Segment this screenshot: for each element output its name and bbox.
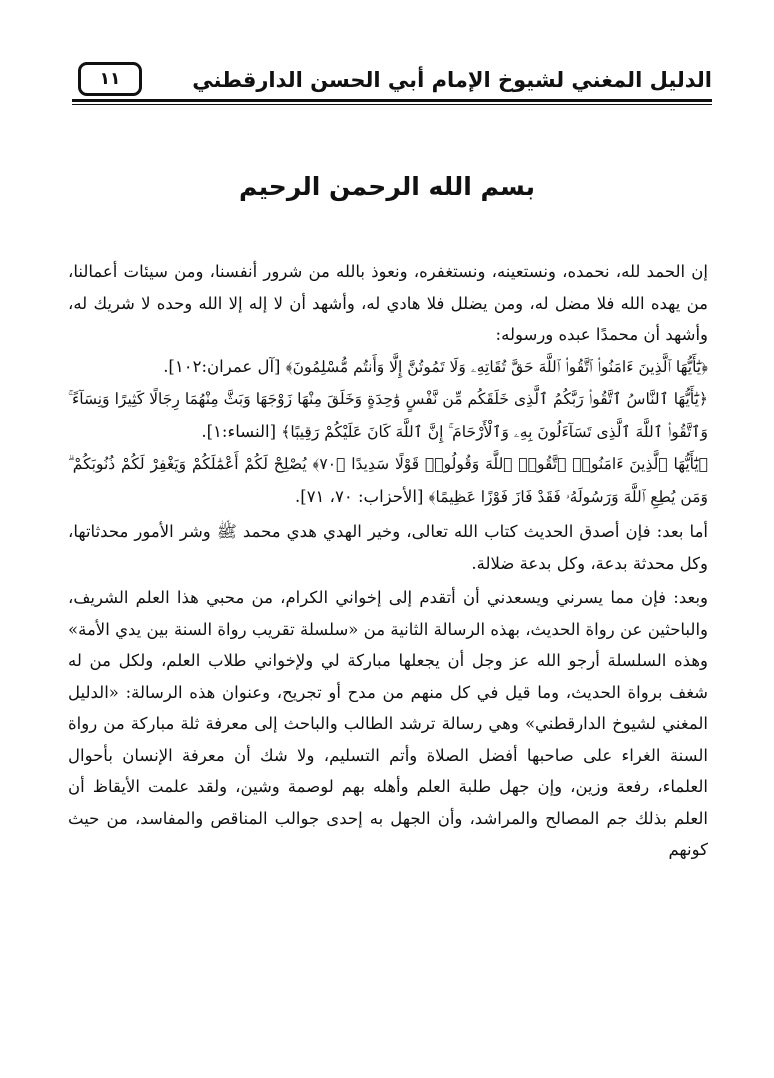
body-text bbox=[68, 256, 708, 866]
opening-paragraph: إن الحمد لله، نحمده، ونستعينه، ونستغفره، ونعوذ بالله من شرور أنفسنا، ومن سيئات أعمالنا، من يهده الله فلا مضل له، ومن يضلل فلا هادي له، وأشهد أن لا إله إلا الله وحده لا شريك له، وأشهد أن محمدًا عبده ورسوله: bbox=[68, 262, 708, 344]
verse-reference-2: [النساء:١]. bbox=[201, 421, 277, 441]
running-header bbox=[72, 62, 712, 102]
quran-verse-3: ﴿يَٰٓأَيُّهَا ٱلَّذِينَ ءَامَنُوا۟ ٱتَّقُوا۟ ٱللَّهَ وَقُولُوا۟ قَوْلًا سَدِيدًا ﴿٧٠﴾ يُصْلِحْ لَكُمْ أَعْمَٰلَكُمْ وَيَغْفِرْ لَكُمْ ذُنُوبَكُمْ ۗ وَمَن يُطِعِ ٱللَّهَ وَرَسُولَهُۥ فَقَدْ فَازَ فَوْزًا عَظِيمًا﴾ bbox=[68, 455, 709, 506]
ayah-paragraph-3 bbox=[68, 448, 708, 513]
page-number-box bbox=[78, 62, 142, 96]
page-number: ١١ bbox=[99, 69, 121, 89]
book-title: الدليل المغني لشيوخ الإمام أبي الحسن الدارقطني bbox=[192, 68, 712, 92]
introduction-paragraph: وبعد: فإن مما يسرني ويسعدني أن أتقدم إلى إخواني الكرام، من محبي هذا العلم الشريف، والباحثين عن رواة الحديث، بهذه الرسالة الثانية من «سلسلة تقريب رواة السنة بين يدي الأمة» وهذه السلسلة أرجو الله عز وجل أن يجعلها مباركة لي ولإخواني طلاب العلم، ولكل من له شغف برواة الحديث، وما قيل في كل منهم من مدح أو تجريح، وعنوان هذه الرسالة: «الدليل المغني لشيوخ الدارقطني» وهي رسالة ترشد الطالب والباحث إلى معرفة ثلة مباركة من رواة السنة الغراء على صاحبها أفضل الصلاة وأتم التسليم، ولا شك أن معرفة الإنسان بأحوال العلماء، رفعة وزين، وإن جهل طلبة العلم وأهله بهم لوصمة وشين، ولقد علمت الأيقاظ أن العلم بذلك جم المصالح والمراشد، وأن الجهل به إحدى جوالب المناقص والمفاسد، من حيث كونهم bbox=[68, 588, 708, 859]
verse-reference-1: [آل عمران:١٠٢]. bbox=[163, 356, 281, 376]
amma-bad-paragraph: أما بعد: فإن أصدق الحديث كتاب الله تعالى، وخير الهدي هدي محمد ﷺ وشر الأمور محدثاتها، وكل محدثة بدعة، وكل بدعة ضلالة. bbox=[68, 522, 708, 573]
verse-reference-3: [الأحزاب: ٧٠، ٧١]. bbox=[295, 486, 424, 506]
basmala-heading: بسم الله الرحمن الرحيم bbox=[239, 172, 535, 201]
header-rule-thick bbox=[72, 99, 712, 102]
header-rule-thin bbox=[72, 104, 712, 105]
ayah-paragraph-1 bbox=[68, 351, 708, 384]
quran-verse-2: ﴿يَٰٓأَيُّهَا ٱلنَّاسُ ٱتَّقُوا۟ رَبَّكُمُ ٱلَّذِى خَلَقَكُم مِّن نَّفْسٍ وَٰحِدَةٍ وَخَلَقَ مِنْهَا زَوْجَهَا وَبَثَّ مِنْهُمَا رِجَالًا كَثِيرًا وَنِسَآءً ۚ وَٱتَّقُوا۟ ٱللَّهَ ٱلَّذِى تَسَآءَلُونَ بِهِۦ وَٱلْأَرْحَامَ ۚ إِنَّ ٱللَّهَ كَانَ عَلَيْكُمْ رَقِيبًا﴾ bbox=[68, 390, 708, 441]
quran-verse-1: ﴿يَٰٓأَيُّهَا ٱلَّذِينَ ءَامَنُوا۟ ٱتَّقُوا۟ ٱللَّهَ حَقَّ تُقَاتِهِۦ وَلَا تَمُوتُنَّ إِلَّا وَأَنتُم مُّسْلِمُونَ﴾ bbox=[285, 357, 708, 376]
ayah-paragraph-2 bbox=[68, 383, 708, 448]
